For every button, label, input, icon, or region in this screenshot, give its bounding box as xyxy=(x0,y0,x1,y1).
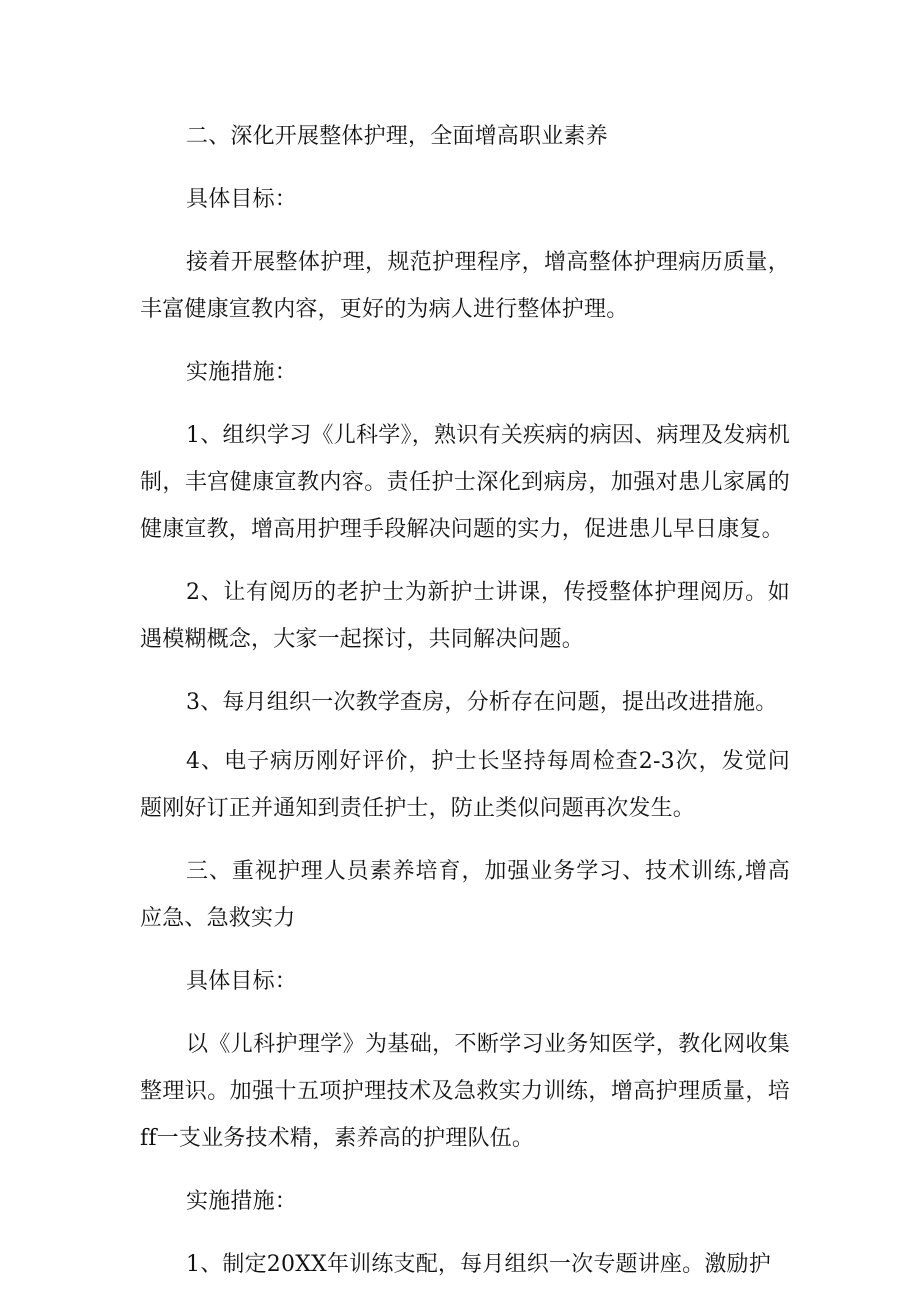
list-item: 4、电子病历刚好评价，护士长坚持每周检查2-3次，发觉问题刚好订正并通知到责任护士，防止类似问题再次发生。 xyxy=(140,749,790,821)
list-item: 1、制定20XX年训练支配，每月组织一次专题讲座。激励护 xyxy=(186,1252,771,1277)
section-heading: 三、重视护理人员素养培育，加强业务学习、技术训练,增高应急、急救实力 xyxy=(140,859,790,931)
subheading-measures: 实施措施： xyxy=(186,360,298,385)
body-paragraph: 接着开展整体护理，规范护理程序，增高整体护理病历质量，丰富健康宣教内容，更好的为病人进行整体护理。 xyxy=(140,250,790,322)
list-item: 1、组织学习《儿科学》，熟识有关疾病的病因、病理及发病机制，丰宫健康宣教内容。责任护士深化到病房，加强对患儿家属的健康宣教，增高用护理手段解决问题的实力，促进患儿早日康复。 xyxy=(140,423,790,542)
section-heading: 二、深化开展整体护理，全面增高职业素养 xyxy=(186,124,608,149)
list-item: 2、让有阅历的老护士为新护士讲课，传授整体护理阅历。如遇模糊概念，大家一起探讨，共同解决问题。 xyxy=(140,580,790,652)
body-paragraph: 以《儿科护理学》为基础，不断学习业务知医学，教化网收集整理识。加强十五项护理技术及急救实力训练，增高护理质量，培ff一支业务技术精，素养高的护理队伍。 xyxy=(140,1032,790,1151)
list-item: 3、每月组织一次教学查房，分析存在问题，提出改进措施。 xyxy=(186,690,778,715)
subheading-goals: 具体目标： xyxy=(186,969,298,994)
document-page xyxy=(140,113,790,1304)
subheading-measures: 实施措施： xyxy=(186,1189,298,1214)
subheading-goals: 具体目标： xyxy=(186,187,298,212)
